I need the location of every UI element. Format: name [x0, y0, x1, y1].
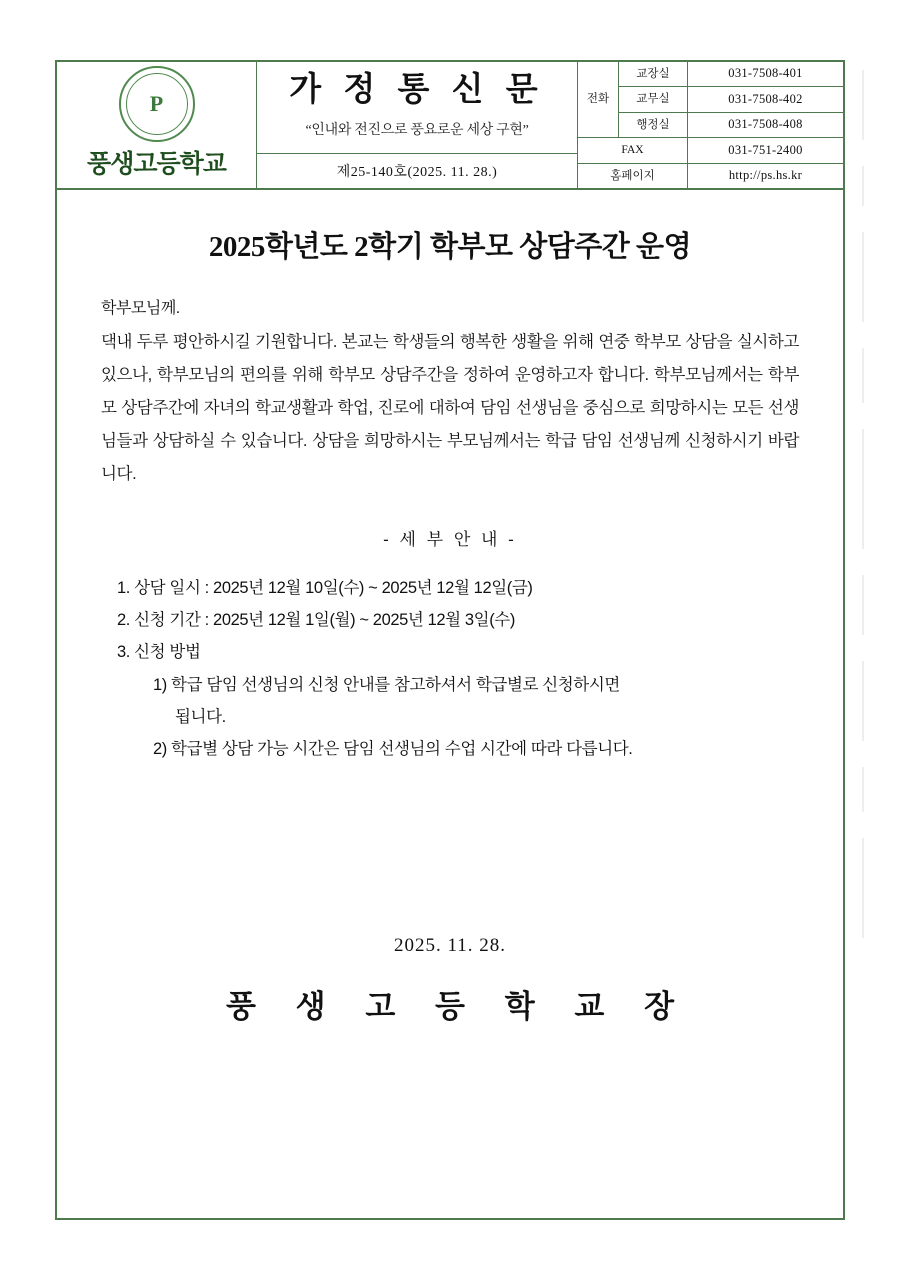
table-row	[578, 138, 843, 163]
masthead	[57, 62, 843, 190]
section-heading: - 세 부 안 내 -	[383, 530, 517, 549]
fax-number: 031-751-2400	[688, 138, 844, 163]
table-row	[578, 87, 843, 112]
crest-letter: P	[149, 91, 164, 116]
office-phone: 031-7508-401	[688, 62, 844, 87]
document-body	[57, 190, 843, 1026]
table-row	[578, 112, 843, 137]
signature-name: 풍 생 고 등 학 교 장	[225, 989, 691, 1025]
phone-label: 전화	[578, 62, 619, 138]
notice-page	[55, 60, 845, 1220]
title-cell	[257, 62, 578, 188]
school-crest-icon	[119, 66, 195, 142]
list-item: 2. 신청 기간 : 2025년 12월 1일(월) ~ 2025년 12월 3일(수)	[117, 611, 515, 630]
homepage-url[interactable]: http://ps.hs.kr	[688, 163, 844, 188]
school-logo-cell	[57, 62, 257, 188]
table-row	[578, 163, 843, 188]
list-item: 1. 상담 일시 : 2025년 12월 10일(수) ~ 2025년 12월 12일(금)	[117, 579, 533, 597]
intro-paragraph: 댁내 두루 평안하시길 기원합니다. 본교는 학생들의 행복한 생활을 위해 연중 학부모 상담을 실시하고 있으나, 학부모님의 편의를 위해 학부모 상담주간을 정하여 운영하고자 합니다. 학부모님께서는 학부모 상담주간에 자녀의 학교생활과 학업, 진로에 대하여 담임 선생님을 중심으로 희망하시는 모든 선생님들과 상담하실 수 있습니다. 상담을 희망하시는 부모님께서는 학급 담임 선생님께 신청하시기 바랍니다.	[101, 333, 799, 483]
scan-edge-artifacts	[862, 70, 888, 1170]
office-phone: 031-7508-402	[688, 87, 844, 112]
salutation: 학부모님께.	[101, 300, 180, 317]
signature-block	[101, 935, 799, 1026]
contact-cell	[578, 62, 843, 188]
fax-label: FAX	[578, 138, 688, 163]
office-label: 교장실	[619, 62, 688, 87]
contact-table	[578, 62, 843, 188]
office-label: 행정실	[619, 112, 688, 137]
office-label: 교무실	[619, 87, 688, 112]
table-row	[578, 62, 843, 87]
signature-date: 2025. 11. 28.	[393, 935, 507, 957]
homepage-label: 홈페이지	[578, 163, 688, 188]
list-item: 1) 학급 담임 선생님의 신청 안내를 참고하셔서 학급별로 신청하시면	[153, 675, 620, 694]
issue-line: 제25-140호(2025. 11. 28.)	[336, 165, 498, 180]
paper-slogan: “인내와 전진으로 풍요로운 세상 구현”	[305, 122, 529, 138]
school-name: 풍생고등학교	[87, 150, 226, 178]
list-item: 됩니다.	[175, 707, 226, 726]
paper-title: 가 정 통 신 문	[289, 72, 545, 109]
page-title: 2025학년도 2학기 학부모 상담주간 운영	[208, 231, 692, 263]
list-item: 3. 신청 방법	[117, 643, 201, 662]
detail-list	[101, 572, 799, 765]
list-item: 2) 학급별 상담 가능 시간은 담임 선생님의 수업 시간에 따라 다릅니다.	[153, 739, 633, 758]
office-phone: 031-7508-408	[688, 112, 844, 137]
title-top	[257, 62, 577, 154]
